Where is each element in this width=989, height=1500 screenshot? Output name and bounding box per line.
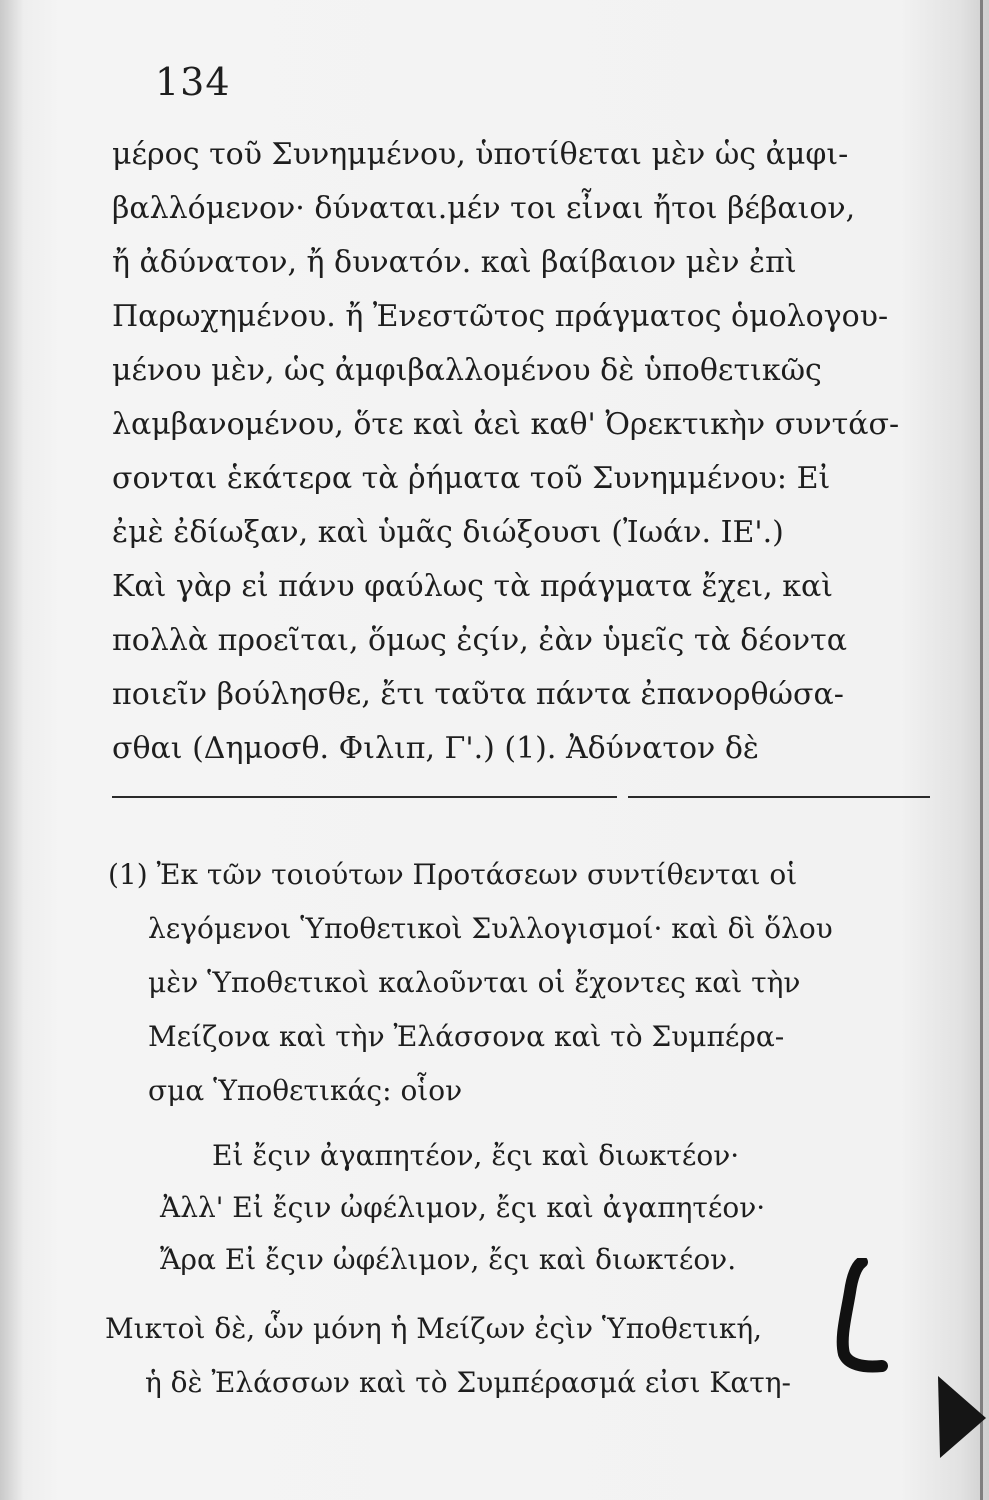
text-line: Καὶ γὰρ εἰ πάνυ φαύλως τὰ πράγματα ἔχει, καὶ (112, 569, 833, 604)
footnote-line: σμα Ὑποθετικάς: οἷον (148, 1074, 463, 1107)
page-number: 134 (155, 60, 231, 104)
page-edge-shadow (980, 0, 983, 1500)
footnote-divider-left (112, 796, 617, 798)
text-line: σονται ἑκάτερα τὰ ῥήματα τοῦ Συνημμένου: Εἰ (112, 461, 831, 496)
syllogism-example (160, 1130, 765, 1286)
text-line: ποιεῖν βούλησθε, ἔτι ταῦτα πάντα ἐπανορθώσα- (112, 677, 844, 712)
footnote-line: μὲν Ὑποθετικοὶ καλοῦνται οἱ ἔχοντες καὶ τὴν (148, 966, 801, 999)
text-line: σθαι (Δημοσθ. Φιλιπ, Γ'.) (1). Ἀδύνατον δὲ (112, 731, 759, 766)
footnote (108, 848, 948, 1118)
syllogism-minor-premise: Ἀλλ' Εἰ ἔςιν ὠφέλιμον, ἔςι καὶ ἀγαπητέον· (160, 1191, 766, 1224)
footnote-line: Μείζονα καὶ τὴν Ἐλάσσονα καὶ τὸ Συμπέρα- (148, 1020, 785, 1053)
main-text (112, 128, 942, 776)
text-line: ἤ ἀδύνατον, ἤ δυνατόν. καὶ βαίβαιον μὲν ἐπὶ (112, 245, 797, 280)
text-line: λαμβανομένου, ὅτε καὶ ἀεὶ καθ' Ὀρεκτικὴν συντάσ- (112, 407, 900, 442)
text-line: μένου μὲν, ὡς ἀμφιβαλλομένου δὲ ὑποθετικῶς (112, 353, 822, 388)
footnote-line: λεγόμενοι Ὑποθετικοὶ Συλλογισμοί· καὶ δὶ ὅλου (148, 912, 833, 945)
closing-line: Μικτοὶ δὲ, ὧν μόνη ἡ Μείζων ἐςὶν Ὑποθετική, (105, 1312, 763, 1345)
footnote-line: (1) Ἐκ τῶν τοιούτων Προτάσεων συντίθενται οἱ (108, 858, 798, 891)
text-line: βαλλόμενον· δύναται.μέν τοι εἶναι ἤτοι βέβαιον, (112, 191, 856, 226)
corner-ink-mark (930, 1372, 989, 1460)
text-line: μέρος τοῦ Συνημμένου, ὑποτίθεται μὲν ὡς ἀμφι- (112, 137, 849, 172)
handwritten-ink-mark (822, 1258, 888, 1376)
text-line: ἐμὲ ἐδίωξαν, καὶ ὑμᾶς διώξουσι (Ἰωάν. ΙΕ'.) (112, 515, 784, 550)
syllogism-major-premise: Εἰ ἔςιν ἀγαπητέον, ἔςι καὶ διωκτέον· (212, 1139, 740, 1172)
footnote-divider-right (628, 796, 930, 798)
syllogism-conclusion: Ἄρα Εἰ ἔςιν ὠφέλιμον, ἔςι καὶ διωκτέον. (160, 1243, 737, 1276)
text-line: πολλὰ προεῖται, ὅμως ἐςίν, ἐὰν ὑμεῖς τὰ δέοντα (112, 623, 847, 658)
text-line: Παρωχημένου. ἤ Ἐνεστῶτος πράγματος ὁμολογου- (112, 299, 889, 334)
closing-line: ἡ δὲ Ἐλάσσων καὶ τὸ Συμπέρασμά εἰσι Κατη- (145, 1366, 791, 1399)
